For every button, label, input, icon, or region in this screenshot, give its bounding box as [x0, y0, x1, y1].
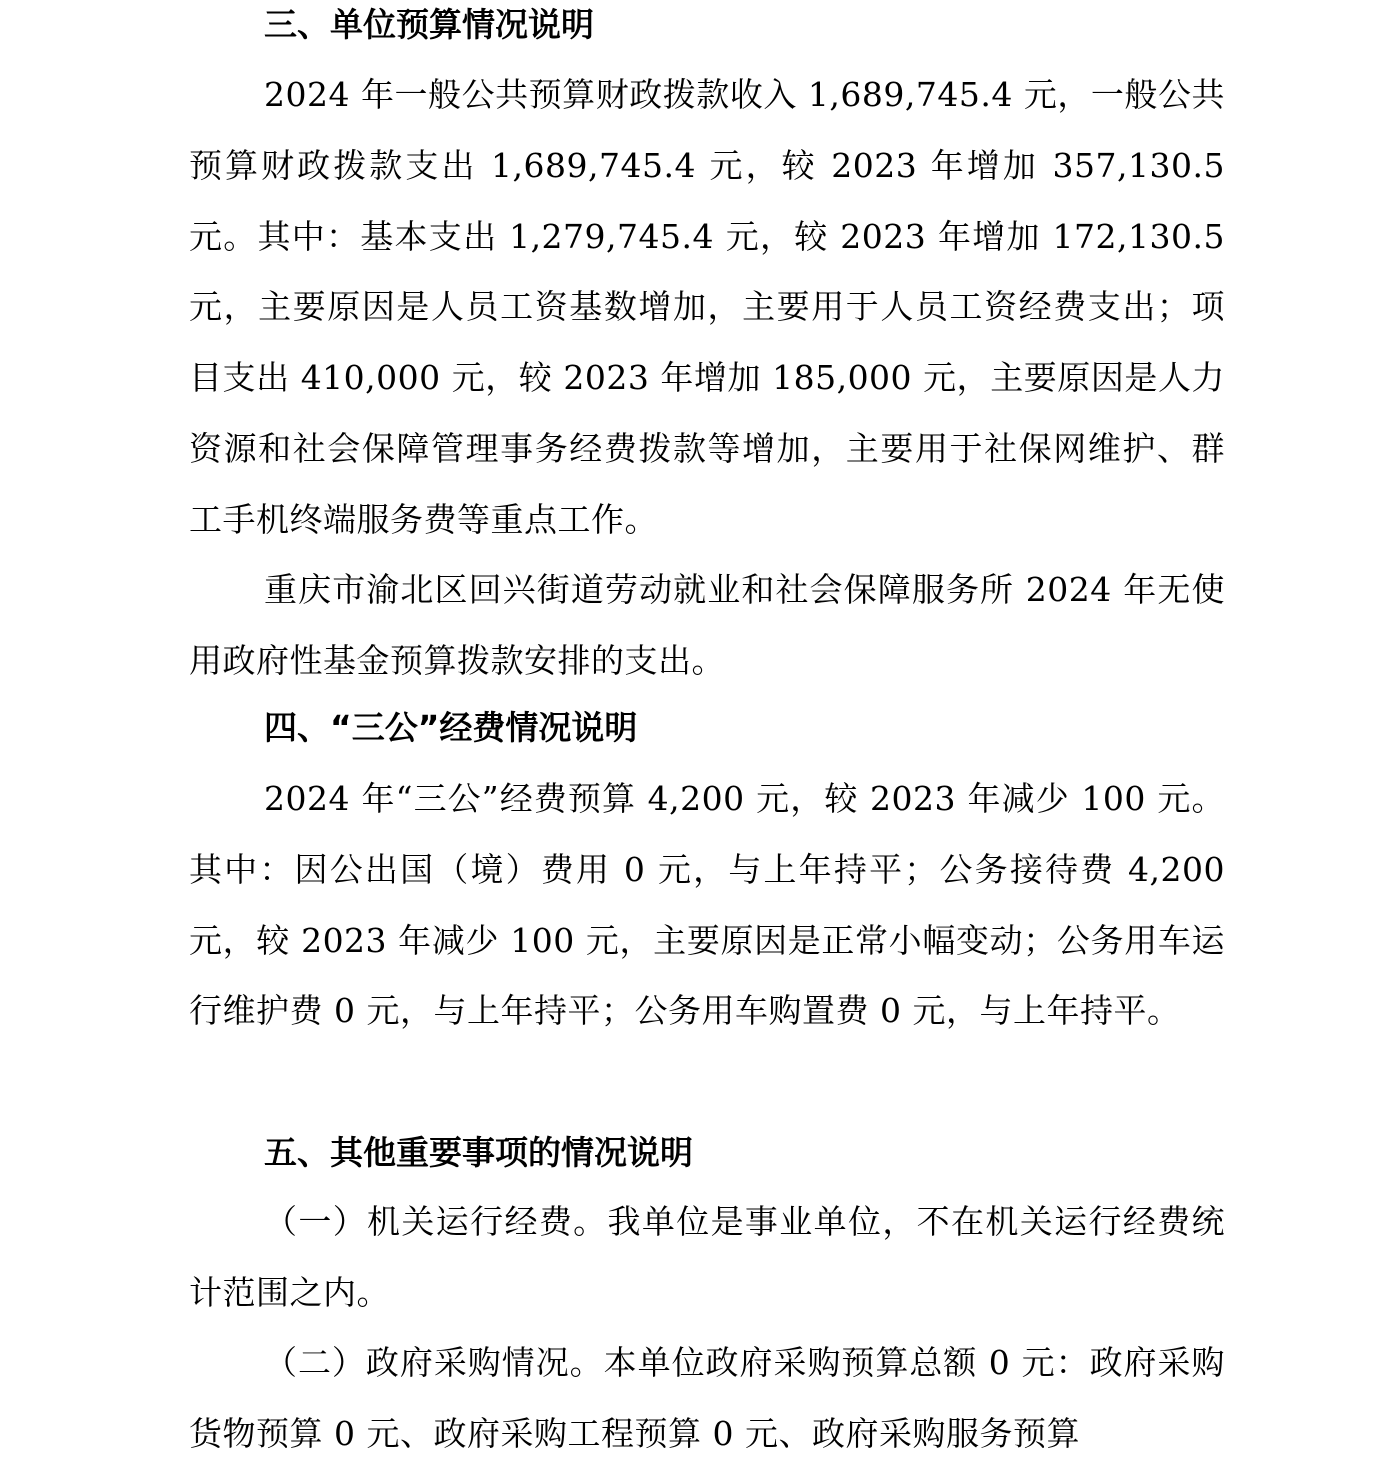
- section-heading-budget: 三、单位预算情况说明: [264, 5, 594, 44]
- paragraph-three-public-expenses: 2024 年“三公”经费预算 4,200 元，较 2023 年减少 100 元。其中：因公出国（境）费用 0 元，与上年持平；公务接待费 4,200 元，较 2023 年减少 100 元，主要原因是正常小幅变动；公务用车运行维护费 0 元，与上年持平；公务用车购置费 0 元，与上年持平。: [189, 779, 1225, 1031]
- section-heading-other-matters: 五、其他重要事项的情况说明: [264, 1133, 693, 1172]
- paragraph-government-procurement: （二）政府采购情况。本单位政府采购预算总额 0 元：政府采购货物预算 0 元、政府采购工程预算 0 元、政府采购服务预算: [189, 1343, 1225, 1453]
- paragraph-government-fund: 重庆市渝北区回兴街道劳动就业和社会保障服务所 2024 年无使用政府性基金预算拨款安排的支出。: [189, 570, 1225, 680]
- paragraph-operating-expenses: （一）机关运行经费。我单位是事业单位，不在机关运行经费统计范围之内。: [189, 1202, 1225, 1312]
- section-heading-three-public: 四、“三公”经费情况说明: [264, 708, 638, 747]
- paragraph-budget-income: 2024 年一般公共预算财政拨款收入 1,689,745.4 元，一般公共预算财政拨款支出 1,689,745.4 元，较 2023 年增加 357,130.5 元。其中：基本支出 1,279,745.4 元，较 2023 年增加 172,130.5 元，主要原因是人员工资基数增加，主要用于人员工资经费支出；项目支出 410,000 元，较 2023 年增加 185,000 元，主要原因是人力资源和社会保障管理事务经费拨款等增加，主要用于社保网维护、群工手机终端服务费等重点工作。: [189, 75, 1225, 539]
